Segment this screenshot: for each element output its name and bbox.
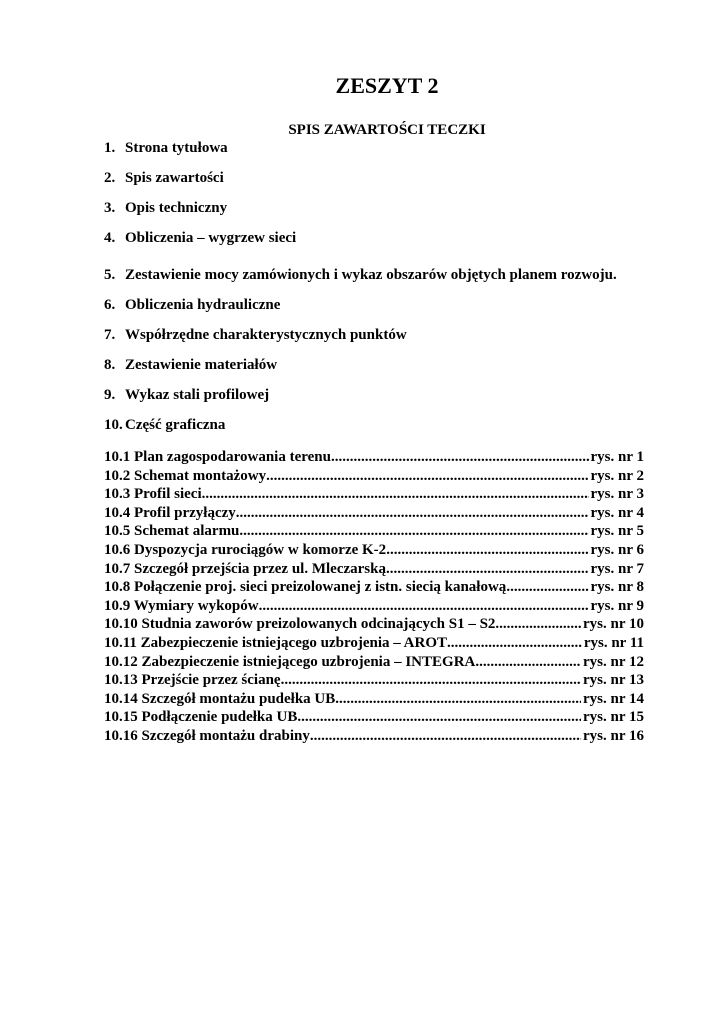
leader-dots <box>239 522 588 541</box>
drawing-title: 10.4 Profil przyłączy <box>104 504 236 521</box>
item-label: Obliczenia – wygrzew sieci <box>125 230 297 246</box>
drawing-number: rys. nr 14 <box>583 690 644 707</box>
leader-dots <box>386 541 588 560</box>
drawing-number: rys. nr 6 <box>590 541 644 558</box>
drawing-number: rys. nr 4 <box>590 504 644 521</box>
leader-dots <box>236 504 589 523</box>
drawing-entry <box>104 653 644 672</box>
drawing-number: rys. nr 10 <box>583 616 644 633</box>
drawing-title: 10.12 Zabezpieczenie istniejącego uzbrojenia – INTEGRA <box>104 653 476 670</box>
contents-item-3 <box>104 198 227 218</box>
contents-item-7 <box>104 325 407 345</box>
drawing-number: rys. nr 11 <box>583 634 644 651</box>
leader-dots <box>386 560 589 579</box>
item-number: 10. <box>104 417 123 433</box>
contents-item-1 <box>104 138 228 158</box>
drawing-entry <box>104 504 644 523</box>
item-label: Zestawienie mocy zamówionych i wykaz obszarów objętych planem rozwoju. <box>125 267 617 283</box>
document-title: ZESZYT 2 <box>335 73 439 98</box>
item-number: 9. <box>104 387 116 403</box>
item-number: 8. <box>104 357 116 373</box>
leader-dots <box>335 690 581 709</box>
drawing-entry <box>104 708 644 727</box>
contents-item-2 <box>104 168 224 188</box>
contents-item-10 <box>104 415 225 435</box>
drawing-title: 10.8 Połączenie proj. sieci preizolowanej z istn. siecią kanałową <box>104 579 507 596</box>
drawing-number: rys. nr 8 <box>590 579 644 596</box>
item-label: Obliczenia hydrauliczne <box>125 297 281 313</box>
item-label: Opis techniczny <box>125 200 228 216</box>
item-number: 4. <box>104 230 116 246</box>
drawing-number: rys. nr 3 <box>590 486 644 503</box>
drawing-title: 10.1 Plan zagospodarowania terenu <box>104 449 331 465</box>
drawing-number: rys. nr 1 <box>590 449 644 465</box>
drawings-list <box>104 448 644 746</box>
drawing-number: rys. nr 7 <box>590 560 644 577</box>
drawing-entry <box>104 690 644 709</box>
item-number: 6. <box>104 297 116 313</box>
drawing-entry <box>104 615 644 634</box>
drawing-number: rys. nr 9 <box>590 597 644 614</box>
item-number: 5. <box>104 267 116 283</box>
drawing-title: 10.5 Schemat alarmu <box>104 523 240 540</box>
drawing-title: 10.15 Podłączenie pudełka UB <box>104 709 298 726</box>
leader-dots <box>495 615 581 634</box>
drawing-entry <box>104 671 644 690</box>
drawing-number: rys. nr 5 <box>590 523 644 540</box>
item-label: Część graficzna <box>125 417 226 433</box>
contents-item-8 <box>104 355 277 375</box>
drawing-entry <box>104 727 644 746</box>
leader-dots <box>475 653 581 672</box>
drawing-number: rys. nr 2 <box>590 467 644 484</box>
drawing-title: 10.10 Studnia zaworów preizolowanych odcinających S1 – S2 <box>104 616 496 633</box>
contents-item-5 <box>104 265 617 285</box>
contents-item-6 <box>104 295 280 315</box>
item-label: Strona tytułowa <box>125 140 228 156</box>
drawing-entry <box>104 485 644 504</box>
drawing-entry <box>104 522 644 541</box>
item-label: Zestawienie materiałów <box>125 357 278 373</box>
drawing-title: 10.14 Szczegół montażu pudełka UB <box>104 690 336 707</box>
drawing-title: 10.3 Profil sieci <box>104 486 202 503</box>
drawing-number: rys. nr 12 <box>583 653 644 670</box>
drawing-entry <box>104 467 644 486</box>
drawing-entry <box>104 448 644 467</box>
item-number: 2. <box>104 170 116 186</box>
leader-dots <box>331 448 589 467</box>
drawing-title: 10.2 Schemat montażowy <box>104 467 267 484</box>
drawing-number: rys. nr 15 <box>583 709 644 726</box>
drawing-entry <box>104 560 644 579</box>
drawing-title: 10.11 Zabezpieczenie istniejącego uzbrojenia – AROT <box>104 634 448 651</box>
drawing-entry <box>104 634 644 653</box>
item-number: 7. <box>104 327 116 343</box>
leader-dots <box>297 708 581 727</box>
drawing-number: rys. nr 16 <box>583 727 644 744</box>
item-label: Współrzędne charakterystycznych punktów <box>125 327 407 343</box>
drawing-title: 10.6 Dyspozycja rurociągów w komorze K-2 <box>104 541 387 558</box>
contents-item-9 <box>104 385 269 405</box>
drawing-entry <box>104 597 644 616</box>
drawing-number: rys. nr 13 <box>583 672 644 689</box>
leader-dots <box>266 467 588 486</box>
drawing-title: 10.13 Przejście przez ścianę <box>104 672 281 689</box>
leader-dots <box>310 727 581 746</box>
contents-item-4 <box>104 228 296 248</box>
drawing-title: 10.7 Szczegół przejścia przez ul. Mleczarską <box>104 560 386 577</box>
leader-dots <box>281 671 581 690</box>
drawing-title: 10.16 Szczegół montażu drabiny <box>104 727 310 744</box>
leader-dots <box>202 485 589 504</box>
drawing-entry <box>104 578 644 597</box>
item-label: Wykaz stali profilowej <box>125 387 270 403</box>
item-number: 3. <box>104 200 116 216</box>
document-subtitle: SPIS ZAWARTOŚCI TECZKI <box>288 122 486 138</box>
leader-dots <box>259 597 589 616</box>
drawing-title: 10.9 Wymiary wykopów <box>104 597 259 614</box>
item-label: Spis zawartości <box>125 170 224 186</box>
leader-dots <box>506 578 588 597</box>
drawing-entry <box>104 541 644 560</box>
item-number: 1. <box>104 140 116 156</box>
leader-dots <box>447 634 582 653</box>
